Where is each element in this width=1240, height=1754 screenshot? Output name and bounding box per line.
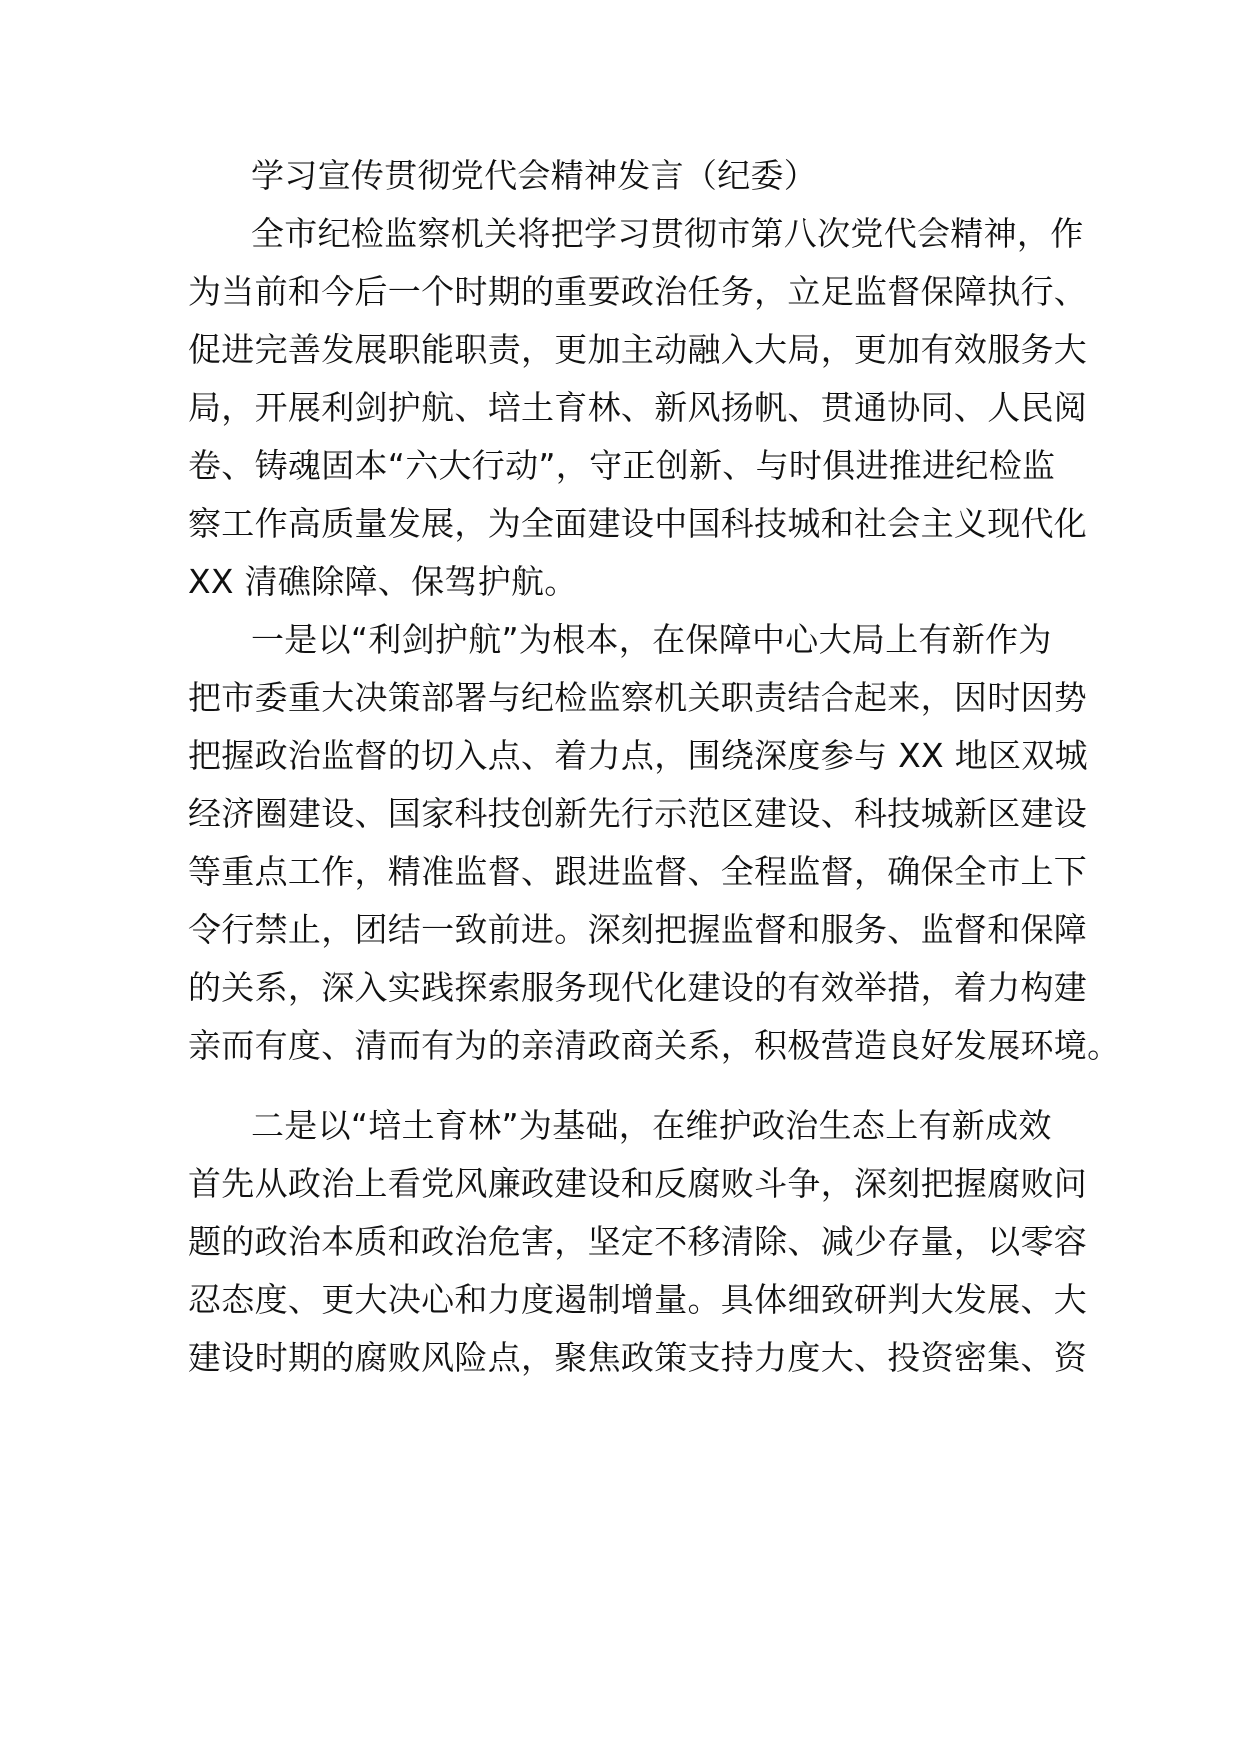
paragraph-line: 促进完善发展职能职责，更加主动融入大局，更加有效服务大 [188, 330, 1088, 369]
paragraph-line: 为当前和今后一个时期的重要政治任务，立足监督保障执行、 [188, 272, 1088, 311]
paragraph-line: 的关系，深入实践探索服务现代化建设的有效举措，着力构建 [188, 968, 1088, 1007]
paragraph-line: 题的政治本质和政治危害，坚定不移清除、减少存量，以零容 [188, 1222, 1088, 1261]
paragraph-line: 建设时期的腐败风险点，聚焦政策支持力度大、投资密集、资 [188, 1338, 1088, 1377]
paragraph-line: 把握政治监督的切入点、着力点，围绕深度参与 XX 地区双城 [188, 736, 1088, 775]
paragraph-line: 等重点工作，精准监督、跟进监督、全程监督，确保全市上下 [188, 852, 1088, 891]
paragraph-line: 局，开展利剑护航、培土育林、新风扬帆、贯通协同、人民阅 [188, 388, 1088, 427]
paragraph-line: 首先从政治上看党风廉政建设和反腐败斗争，深刻把握腐败问 [188, 1164, 1088, 1203]
paragraph-line: 亲而有度、清而有为的亲清政商关系，积极营造良好发展环境。 [188, 1026, 1121, 1065]
paragraph-line: 把市委重大决策部署与纪检监察机关职责结合起来，因时因势 [188, 678, 1088, 717]
paragraph-line: 经济圈建设、国家科技创新先行示范区建设、科技城新区建设 [188, 794, 1088, 833]
paragraph-line: 忍态度、更大决心和力度遏制增量。具体细致研判大发展、大 [188, 1280, 1088, 1319]
paragraph-line: 卷、铸魂固本“六大行动”，守正创新、与时俱进推进纪检监 [188, 446, 1056, 485]
section-heading-line: 二是以“培土育林”为基础，在维护政治生态上有新成效 [251, 1106, 1052, 1145]
document-title: 学习宣传贯彻党代会精神发言（纪委） [251, 156, 818, 195]
paragraph-line: XX 清礁除障、保驾护航。 [188, 562, 578, 601]
paragraph-line: 全市纪检监察机关将把学习贯彻市第八次党代会精神，作 [251, 214, 1084, 253]
section-heading-line: 一是以“利剑护航”为根本，在保障中心大局上有新作为 [251, 620, 1052, 659]
paragraph-line: 令行禁止，团结一致前进。深刻把握监督和服务、监督和保障 [188, 910, 1088, 949]
paragraph-line: 察工作高质量发展，为全面建设中国科技城和社会主义现代化 [188, 504, 1088, 543]
